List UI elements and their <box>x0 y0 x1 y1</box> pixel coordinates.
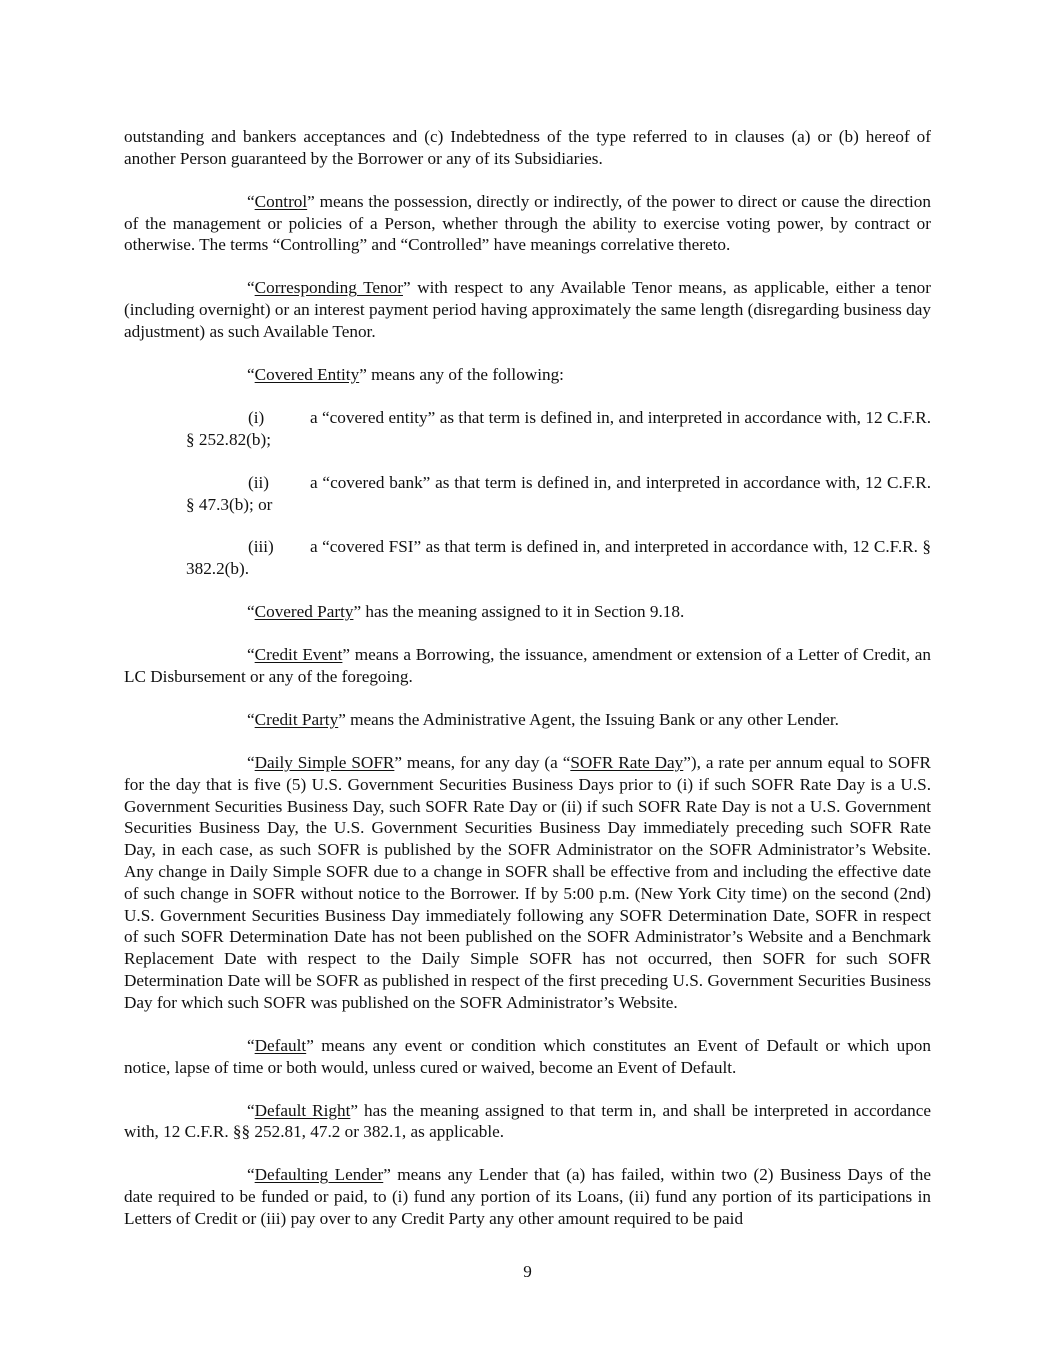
quote-open: “ <box>247 1035 255 1055</box>
definition-text: ” has the meaning assigned to it in Section 9.18. <box>353 602 685 622</box>
definition-control <box>124 191 931 256</box>
quote-open: “ <box>247 278 255 298</box>
definition-covered-party <box>124 601 931 623</box>
defined-term-corresponding-tenor: Corresponding Tenor <box>254 278 403 298</box>
item-text: a “covered bank” as that term is defined in, and interpreted in accordance with, 12 C.F.R. § 47.3(b); or <box>186 472 931 514</box>
item-text: a “covered FSI” as that term is defined in, and interpreted in accordance with, 12 C.F.R. § 382.2(b). <box>186 537 931 579</box>
quote-open: “ <box>247 710 255 730</box>
quote-open: “ <box>247 645 255 665</box>
item-number: (iii) <box>248 537 274 557</box>
definition-credit-party <box>124 709 931 731</box>
item-text: a “covered entity” as that term is defined in, and interpreted in accordance with, 12 C.F.R. § 252.82(b); <box>186 407 931 449</box>
definition-text: ” means any event or condition which constitutes an Event of Default or which upon notice, lapse of time or both would, unless cured or waived, become an Event of Default. <box>124 1035 931 1077</box>
covered-entity-item-ii <box>124 472 931 516</box>
defined-term-sofr-rate-day: SOFR Rate Day <box>570 753 684 773</box>
definition-daily-simple-sofr <box>124 752 931 1014</box>
defined-term-covered-party: Covered Party <box>254 602 354 622</box>
document-body <box>124 126 931 1251</box>
page-number: 9 <box>523 1262 532 1281</box>
quote-open: “ <box>247 1100 255 1120</box>
quote-open: “ <box>247 364 255 384</box>
defined-term-covered-entity: Covered Entity <box>254 364 360 384</box>
defined-term-credit-event: Credit Event <box>254 645 343 665</box>
definition-text: ”), a rate per annum equal to SOFR for the day that is five (5) U.S. Government Securities Business Days prior to (i) if such SOFR Rate Day is a U.S. Government Securities Business Day, such SOFR Rate Day or (ii) if such SOFR Rate Day is not a U.S. Government Securities Business Day, the U.S. Government Securities Business Day immediately preceding such SOFR Rate Day, in each case, as such SOFR is published by the SOFR Administrator on the SOFR Administrator’s Website. Any change in Daily Simple SOFR due to a change in SOFR shall be effective from and including the effective date of such change in SOFR without notice to the Borrower. If by 5:00 p.m. (New York City time) on the second (2nd) U.S. Government Securities Business Day immediately following any SOFR Determination Date, SOFR in respect of such SOFR Determination Date has not been published on the SOFR Administrator’s Website and a Benchmark Replacement Date with respect to the Daily Simple SOFR has not occurred, then SOFR for such SOFR Determination Date will be SOFR as published in respect of the first preceding U.S. Government Securities Business Day for which such SOFR was published on the SOFR Administrator’s Website. <box>124 753 932 1012</box>
definition-text: ” means any of the following: <box>359 364 564 384</box>
definition-covered-entity <box>124 364 931 386</box>
definition-text: ” means the possession, directly or indirectly, of the power to direct or cause the direction of the management or policies of a Person, whether through the ability to exercise voting power, by contract or otherwise. The terms “Controlling” and “Controlled” have meanings correlative thereto. <box>124 191 931 255</box>
quote-open: “ <box>247 191 255 211</box>
definition-text: ” has the meaning assigned to that term in, and shall be interpreted in accordance with, 12 C.F.R. §§ 252.81, 47.2 or 382.1, as applicable. <box>124 1100 931 1142</box>
defined-term-daily-simple-sofr: Daily Simple SOFR <box>254 753 395 773</box>
definition-text: ” with respect to any Available Tenor means, as applicable, either a tenor (including overnight) or an interest payment period having approximately the same length (disregarding business day adjustment) as such Available Tenor. <box>124 278 931 341</box>
covered-entity-item-i <box>124 407 931 451</box>
definition-defaulting-lender <box>124 1164 931 1229</box>
definition-default-right <box>124 1100 931 1144</box>
defined-term-defaulting-lender: Defaulting Lender <box>254 1165 384 1185</box>
definition-credit-event <box>124 644 931 688</box>
defined-term-control: Control <box>254 191 308 211</box>
quote-open: “ <box>247 1165 255 1185</box>
paragraph-indebtedness-continued: outstanding and bankers acceptances and (c) Indebtedness of the type referred to in clauses (a) or (b) hereof of another Person guaranteed by the Borrower or any of its Subsidiaries. <box>124 127 931 168</box>
quote-open: “ <box>247 753 255 773</box>
defined-term-credit-party: Credit Party <box>254 710 339 730</box>
definition-text: ” means a Borrowing, the issuance, amendment or extension of a Letter of Credit, an LC Disbursement or any of the foregoing. <box>124 645 931 687</box>
definition-default <box>124 1035 931 1079</box>
definition-text: ” means any Lender that (a) has failed, within two (2) Business Days of the date required to be funded or paid, to (i) fund any portion of its Loans, (ii) fund any portion of its participations in Letters of Credit or (iii) pay over to any Credit Party any other amount required to be paid <box>124 1165 931 1228</box>
definition-corresponding-tenor <box>124 277 931 342</box>
defined-term-default: Default <box>254 1035 307 1055</box>
defined-term-default-right: Default Right <box>254 1100 351 1120</box>
definition-text: ” means, for any day (a “ <box>394 753 571 773</box>
quote-open: “ <box>247 602 255 622</box>
item-number: (i) <box>248 407 265 427</box>
covered-entity-item-iii <box>124 536 931 580</box>
item-number: (ii) <box>248 472 269 492</box>
definition-text: ” means the Administrative Agent, the Issuing Bank or any other Lender. <box>338 710 839 730</box>
